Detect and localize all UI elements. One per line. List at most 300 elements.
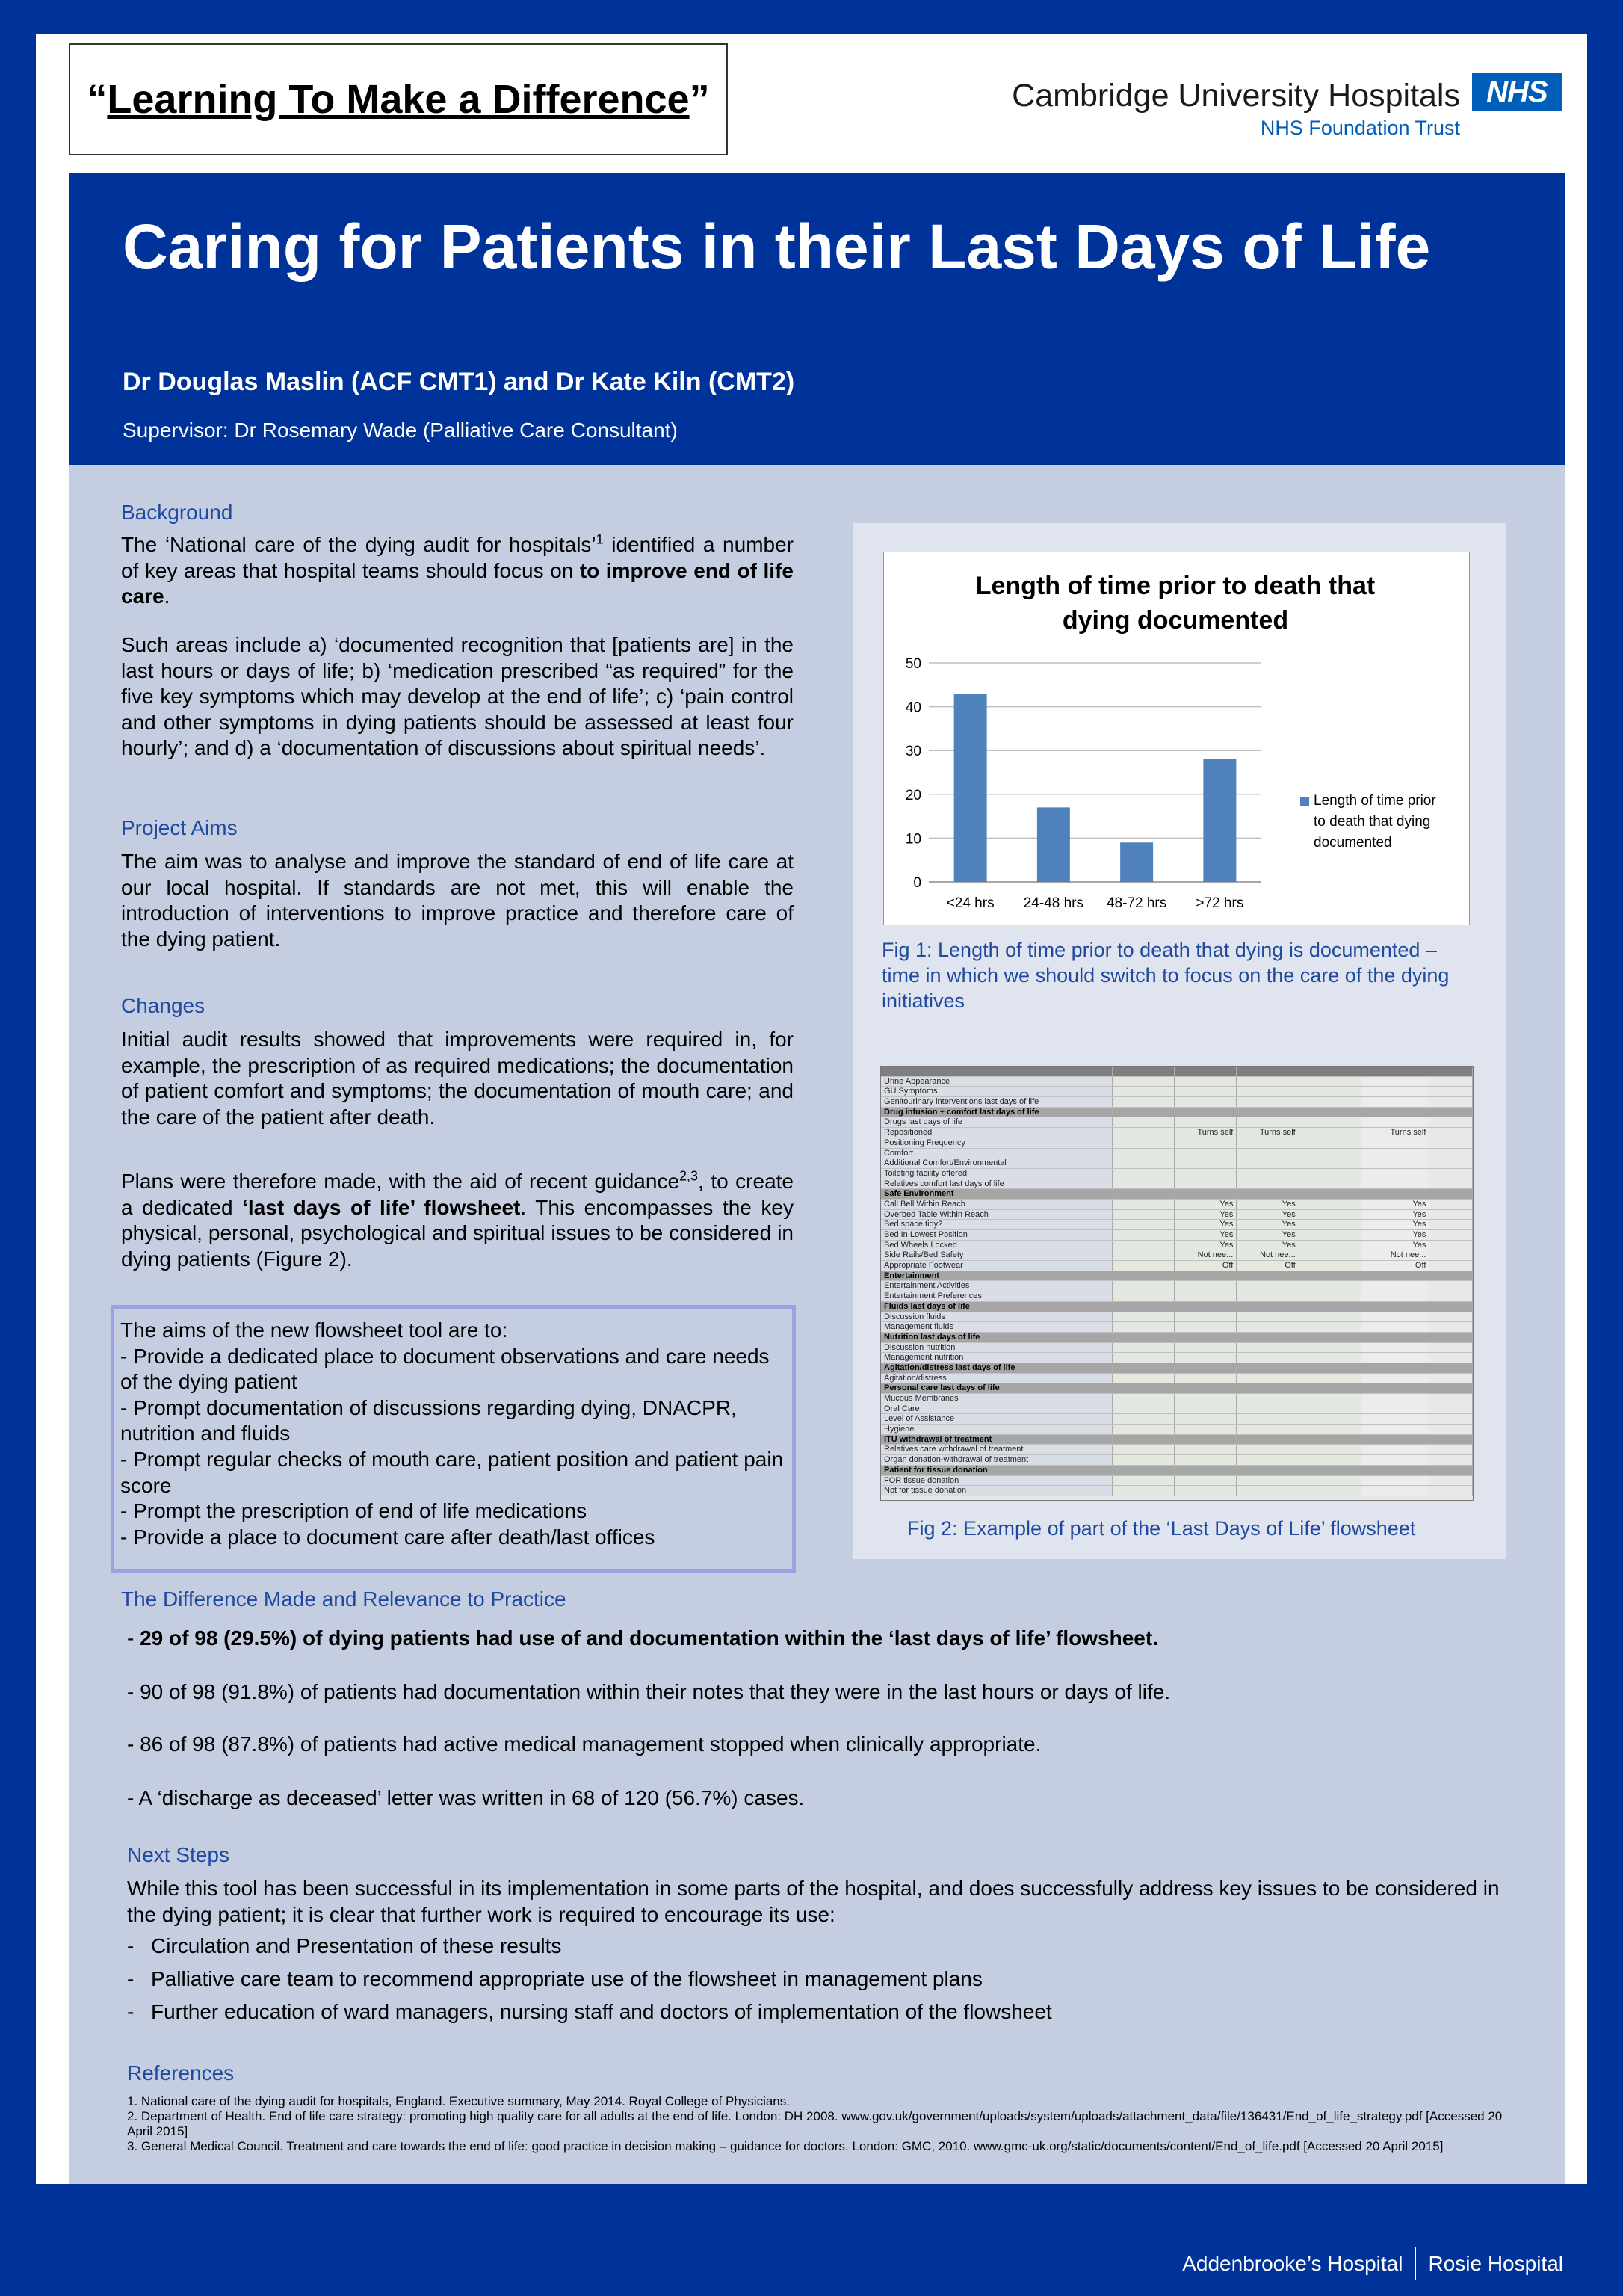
flowsheet-cell: Yes: [1361, 1210, 1429, 1220]
background-heading: Background: [121, 501, 233, 524]
flowsheet-cell: [1299, 1220, 1361, 1229]
hospital-logo: [1001, 69, 1562, 144]
flowsheet-cell: Yes: [1175, 1220, 1237, 1229]
flowsheet-cell: [1299, 1486, 1361, 1496]
flowsheet-row: [881, 1343, 1473, 1354]
flowsheet-row-label: Toileting facility offered: [881, 1169, 1113, 1179]
flowsheet-cell: [1113, 1241, 1175, 1250]
flowsheet-cell: [1429, 1097, 1473, 1107]
flowsheet-cell: [1361, 1394, 1429, 1404]
flowsheet-cell: [1113, 1149, 1175, 1158]
flowsheet-cell: [1299, 1271, 1361, 1281]
flowsheet-row-label: Side Rails/Bed Safety: [881, 1250, 1113, 1260]
flowsheet-row: [881, 1271, 1473, 1282]
flowsheet-cell: [1429, 1189, 1473, 1199]
flowsheet-cell: [1113, 1220, 1175, 1229]
flowsheet-cell: [1429, 1281, 1473, 1291]
flowsheet-cell: [1299, 1455, 1361, 1465]
flowsheet-cell: Yes: [1175, 1230, 1237, 1240]
result-1-bold: 29 of 98 (29.5%) of dying patients had use of and documentation within the ‘last days of life’ flowsheet.: [140, 1626, 1158, 1650]
bar-chart: [883, 552, 1470, 925]
flowsheet-cell: [1361, 1138, 1429, 1148]
flowsheet-cell: [1237, 1281, 1299, 1291]
flowsheet-cell: [1299, 1179, 1361, 1189]
flowsheet-aims-box: [111, 1305, 796, 1573]
flowsheet-row-label: Discussion fluids: [881, 1312, 1113, 1322]
flowsheet-row: [881, 1425, 1473, 1435]
flowsheet-row-label: ITU withdrawal of treatment: [881, 1435, 1113, 1445]
poster-title: Caring for Patients in their Last Days of Life: [123, 212, 1431, 282]
flowsheet-row-label: Mucous Membranes: [881, 1394, 1113, 1404]
flowsheet-cell: [1429, 1292, 1473, 1301]
flowsheet-cell: Turns self: [1175, 1128, 1237, 1138]
flowsheet-row: [881, 1158, 1473, 1169]
flowsheet-cell: [1429, 1108, 1473, 1117]
flowsheet-cell: [1113, 1414, 1175, 1424]
flowsheet-cell: Yes: [1361, 1230, 1429, 1240]
next-step-dash: -: [127, 1967, 135, 1990]
flowsheet-cell: [1175, 1312, 1237, 1322]
flowsheet-row: [881, 1200, 1473, 1210]
flowsheet-row: [881, 1067, 1473, 1077]
footer-hospital-2: Rosie Hospital: [1428, 2252, 1563, 2275]
flowsheet-cell: [1361, 1455, 1429, 1465]
flowsheet-cell: [1175, 1179, 1237, 1189]
flowsheet-row: [881, 1435, 1473, 1445]
flowsheet-cell: [1113, 1322, 1175, 1332]
flowsheet-row-label: Agitation/distress: [881, 1374, 1113, 1383]
flowsheet-cell: [1237, 1322, 1299, 1332]
flowsheet-cell: [1237, 1149, 1299, 1158]
flowsheet-cell: [1429, 1312, 1473, 1322]
flowsheet-cell: [1299, 1067, 1361, 1076]
flowsheet-cell: [1175, 1097, 1237, 1107]
flowsheet-cell: [1361, 1414, 1429, 1424]
flowsheet-cell: [1361, 1271, 1429, 1281]
flowsheet-cell: [1361, 1343, 1429, 1353]
flowsheet-row-label: Bed In Lowest Position: [881, 1230, 1113, 1240]
banner-box: [69, 43, 728, 155]
flowsheet-cell: [1361, 1292, 1429, 1301]
flowsheet-row-label: Relatives comfort last days of life: [881, 1179, 1113, 1189]
flowsheet-cell: [1299, 1149, 1361, 1158]
flowsheet-row-label: Entertainment Preferences: [881, 1292, 1113, 1301]
flowsheet-cell: [1299, 1189, 1361, 1199]
chart-bar: [1120, 842, 1153, 882]
flowsheet-row: [881, 1087, 1473, 1097]
flowsheet-cell: Turns self: [1361, 1128, 1429, 1138]
flowsheet-row-label: Relatives care withdrawal of treatment: [881, 1445, 1113, 1454]
next-step-text: Palliative care team to recommend appropriate use of the flowsheet in management plans: [151, 1967, 983, 1990]
flowsheet-cell: [1429, 1128, 1473, 1138]
flowsheet-cell: [1113, 1425, 1175, 1434]
flowsheet-cell: [1113, 1333, 1175, 1342]
flowsheet-row: [881, 1466, 1473, 1476]
next-step-item: [127, 2000, 1052, 2024]
flowsheet-cell: Yes: [1361, 1200, 1429, 1209]
flowsheet-cell: [1237, 1138, 1299, 1148]
flowsheet-cell: Yes: [1175, 1210, 1237, 1220]
flowsheet-cell: [1361, 1425, 1429, 1434]
flowsheet-cell: Yes: [1361, 1241, 1429, 1250]
logo-name: Cambridge University Hospitals: [1012, 78, 1460, 114]
flowsheet-cell: Yes: [1361, 1220, 1429, 1229]
flowsheet-row-label: Organ donation-withdrawal of treatment: [881, 1455, 1113, 1465]
reference-item: 1. National care of the dying audit for hospitals, England. Executive summary, May 2014. Royal College of Physicians.: [127, 2094, 790, 2108]
flowsheet-row-label: Discussion nutrition: [881, 1343, 1113, 1353]
flowsheet-cell: [1429, 1322, 1473, 1332]
flowsheet-row: [881, 1261, 1473, 1271]
banner-quote-open: “: [87, 77, 108, 122]
changes-p2-text-c: . This encompasses the key physical, personal, psychological and spiritual issues to be considered in dying patients (Figure 2).: [121, 1195, 794, 1271]
flowsheet-cell: [1361, 1322, 1429, 1332]
flowsheet-cell: [1429, 1169, 1473, 1179]
flowsheet-cell: [1429, 1271, 1473, 1281]
flowsheet-cell: [1175, 1292, 1237, 1301]
flowsheet-cell: [1175, 1108, 1237, 1117]
flowsheet-cell: [1237, 1179, 1299, 1189]
flowsheet-cell: [1429, 1179, 1473, 1189]
flowsheet-cell: [1361, 1169, 1429, 1179]
flowsheet-cell: [1175, 1435, 1237, 1445]
background-paragraph-2: Such areas include a) ‘documented recognition that [patients are] in the last hours or days of life; b) ‘medication prescribed “as required” for the five key symptoms which may develop at the end of life’; c) ‘pain control and other symptoms in dying patients should be assessed at least four hourly’; and d) a ‘documentation of discussions about spiritual needs’.: [121, 633, 794, 760]
flowsheet-cell: [1175, 1466, 1237, 1475]
flowsheet-row: [881, 1404, 1473, 1415]
flowsheet-row: [881, 1322, 1473, 1333]
flowsheet-row: [881, 1281, 1473, 1292]
flowsheet-row-label: Overbed Table Within Reach: [881, 1210, 1113, 1220]
bar-chart-svg: [884, 552, 1471, 926]
flowsheet-cell: [1175, 1087, 1237, 1096]
flowsheet-cell: [1429, 1353, 1473, 1363]
flowsheet-cell: [1299, 1200, 1361, 1209]
flowsheet-cell: Off: [1237, 1261, 1299, 1271]
flowsheet-cell: [1361, 1281, 1429, 1291]
flowsheet-cell: [1299, 1363, 1361, 1373]
footer-divider: [1415, 2247, 1416, 2280]
legend-swatch: [1300, 797, 1309, 806]
next-step-dash: -: [127, 2000, 135, 2023]
background-p1-bold: to improve end of life care: [121, 558, 794, 608]
flowsheet-cell: [1361, 1108, 1429, 1117]
flowsheet-cell: [1175, 1077, 1237, 1087]
flowsheet-row-label: Management fluids: [881, 1322, 1113, 1332]
flowsheet-row: [881, 1117, 1473, 1128]
flowsheet-cell: [1429, 1210, 1473, 1220]
flowsheet-cell: [1429, 1230, 1473, 1240]
flowsheet-row: [881, 1128, 1473, 1138]
flowsheet-cell: [1429, 1250, 1473, 1260]
flowsheet-cell: [1299, 1241, 1361, 1250]
flowsheet-cell: [1175, 1169, 1237, 1179]
aims-line: The aims of the new flowsheet tool are to:: [120, 1318, 508, 1342]
flowsheet-screenshot: [880, 1066, 1474, 1501]
next-step-item: [127, 1967, 983, 1991]
flowsheet-row: [881, 1302, 1473, 1312]
flowsheet-cell: [1361, 1333, 1429, 1342]
flowsheet-row-label: Call Bell Within Reach: [881, 1200, 1113, 1209]
chart-title: dying documented: [1062, 606, 1289, 635]
flowsheet-cell: [1361, 1445, 1429, 1454]
flowsheet-row: [881, 1169, 1473, 1179]
x-tick-label: 48-72 hrs: [1106, 895, 1167, 911]
flowsheet-cell: [1237, 1353, 1299, 1363]
flowsheet-cell: [1113, 1108, 1175, 1117]
flowsheet-cell: [1175, 1302, 1237, 1312]
flowsheet-cell: [1175, 1363, 1237, 1373]
x-tick-label: >72 hrs: [1196, 895, 1244, 911]
flowsheet-row-label: FOR tissue donation: [881, 1476, 1113, 1486]
flowsheet-cell: [1361, 1302, 1429, 1312]
flowsheet-row-label: Genitourinary interventions last days of life: [881, 1097, 1113, 1107]
flowsheet-row: [881, 1189, 1473, 1200]
flowsheet-cell: [1113, 1343, 1175, 1353]
changes-p2-bold: ‘last days of life’ flowsheet: [242, 1195, 521, 1219]
flowsheet-row-label: Personal care last days of life: [881, 1383, 1113, 1393]
flowsheet-cell: [1429, 1138, 1473, 1148]
flowsheet-cell: [1361, 1435, 1429, 1445]
reference-item: 3. General Medical Council. Treatment and care towards the end of life: good practice in decision making – guidance for doctors. London: GMC, 2010. www.gmc-uk.org/static/documents/content/End_of_life.pdf [Accessed 20 April 2015]: [127, 2139, 1444, 2153]
flowsheet-cell: [1299, 1343, 1361, 1353]
next-steps-heading: Next Steps: [127, 1843, 229, 1866]
flowsheet-cell: [1237, 1077, 1299, 1087]
flowsheet-row: [881, 1333, 1473, 1343]
flowsheet-cell: [1237, 1067, 1299, 1076]
y-tick-label: 40: [905, 700, 921, 716]
flowsheet-cell: [1429, 1241, 1473, 1250]
flowsheet-cell: [1237, 1455, 1299, 1465]
flowsheet-cell: [1429, 1149, 1473, 1158]
flowsheet-cell: [1361, 1087, 1429, 1096]
flowsheet-cell: [1237, 1302, 1299, 1312]
result-1: [127, 1626, 1158, 1650]
flowsheet-cell: [1299, 1087, 1361, 1096]
flowsheet-row: [881, 1363, 1473, 1374]
flowsheet-cell: [1175, 1322, 1237, 1332]
flowsheet-row-label: Positioning Frequency: [881, 1138, 1113, 1148]
flowsheet-cell: [1361, 1097, 1429, 1107]
flowsheet-cell: [1299, 1353, 1361, 1363]
flowsheet-row: [881, 1138, 1473, 1149]
flowsheet-cell: [1299, 1476, 1361, 1486]
flowsheet-cell: [1175, 1281, 1237, 1291]
flowsheet-cell: [1361, 1189, 1429, 1199]
changes-p2-text-a: Plans were therefore made, with the aid of recent guidance: [121, 1170, 680, 1193]
flowsheet-row-label: Bed Wheels Locked: [881, 1241, 1113, 1250]
flowsheet-cell: [1175, 1404, 1237, 1414]
x-tick-label: <24 hrs: [946, 895, 995, 911]
flowsheet-cell: [1237, 1333, 1299, 1342]
flowsheet-row-label: Patient for tissue donation: [881, 1466, 1113, 1475]
flowsheet-cell: [1237, 1189, 1299, 1199]
flowsheet-cell: [1175, 1394, 1237, 1404]
result-3: - 86 of 98 (87.8%) of patients had active medical management stopped when clinically appropriate.: [127, 1732, 1042, 1756]
flowsheet-row-label: Nutrition last days of life: [881, 1333, 1113, 1342]
difference-heading: The Difference Made and Relevance to Practice: [121, 1587, 566, 1611]
flowsheet-cell: [1429, 1077, 1473, 1087]
flowsheet-cell: [1113, 1374, 1175, 1383]
flowsheet-cell: [1175, 1189, 1237, 1199]
flowsheet-row-label: GU Symptoms: [881, 1087, 1113, 1096]
flowsheet-row: [881, 1108, 1473, 1118]
flowsheet-row: [881, 1241, 1473, 1251]
flowsheet-cell: [1299, 1374, 1361, 1383]
flowsheet-cell: [1175, 1333, 1237, 1342]
flowsheet-row-label: Oral Care: [881, 1404, 1113, 1414]
flowsheet-cell: [1299, 1414, 1361, 1424]
fig2-caption: Fig 2: Example of part of the ‘Last Days of Life’ flowsheet: [907, 1517, 1416, 1540]
next-step-text: Circulation and Presentation of these results: [151, 1934, 562, 1957]
nhs-logo-badge: NHS: [1472, 73, 1562, 111]
flowsheet-cell: [1113, 1435, 1175, 1445]
background-p1-text-c: .: [164, 584, 170, 608]
flowsheet-cell: [1237, 1383, 1299, 1393]
flowsheet-row: [881, 1292, 1473, 1302]
flowsheet-cell: [1299, 1466, 1361, 1475]
flowsheet-row-label: Level of Assistance: [881, 1414, 1113, 1424]
flowsheet-cell: [1113, 1067, 1175, 1076]
flowsheet-cell: [1175, 1455, 1237, 1465]
flowsheet-cell: [1113, 1476, 1175, 1486]
flowsheet-row: [881, 1250, 1473, 1261]
flowsheet-cell: [1175, 1425, 1237, 1434]
flowsheet-row: [881, 1210, 1473, 1220]
result-2: - 90 of 98 (91.8%) of patients had documentation within their notes that they were in the last hours or days of life.: [127, 1680, 1171, 1703]
flowsheet-cell: [1299, 1230, 1361, 1240]
changes-heading: Changes: [121, 994, 205, 1017]
flowsheet-row-label: Repositioned: [881, 1128, 1113, 1138]
chart-bar: [954, 694, 987, 882]
flowsheet-cell: [1429, 1466, 1473, 1475]
flowsheet-cell: [1299, 1292, 1361, 1301]
flowsheet-cell: [1175, 1117, 1237, 1127]
flowsheet-cell: [1299, 1322, 1361, 1332]
flowsheet-cell: [1113, 1445, 1175, 1454]
flowsheet-cell: [1361, 1476, 1429, 1486]
flowsheet-cell: [1299, 1302, 1361, 1312]
flowsheet-cell: Off: [1361, 1261, 1429, 1271]
footer-hospital-1: Addenbrooke’s Hospital: [1182, 2252, 1403, 2275]
y-tick-label: 10: [905, 831, 921, 848]
flowsheet-cell: [1429, 1343, 1473, 1353]
flowsheet-cell: [1113, 1128, 1175, 1138]
aims-line: - Prompt regular checks of mouth care, patient position and patient pain score: [120, 1447, 784, 1497]
flowsheet-cell: Yes: [1175, 1200, 1237, 1209]
flowsheet-cell: [1113, 1230, 1175, 1240]
flowsheet-cell: [1361, 1383, 1429, 1393]
flowsheet-cell: [1113, 1404, 1175, 1414]
flowsheet-cell: Not nee...: [1237, 1250, 1299, 1260]
flowsheet-row: [881, 1394, 1473, 1404]
flowsheet-row-label: Fluids last days of life: [881, 1302, 1113, 1312]
background-p1-sup: 1: [596, 531, 604, 547]
flowsheet-cell: [1175, 1383, 1237, 1393]
flowsheet-row-label: Agitation/distress last days of life: [881, 1363, 1113, 1373]
flowsheet-cell: [1299, 1210, 1361, 1220]
legend-label: Length of time prior: [1314, 793, 1436, 809]
flowsheet-cell: Yes: [1175, 1241, 1237, 1250]
flowsheet-cell: [1113, 1302, 1175, 1312]
flowsheet-cell: [1113, 1353, 1175, 1363]
flowsheet-cell: [1113, 1261, 1175, 1271]
y-tick-label: 50: [905, 656, 921, 672]
flowsheet-cell: [1429, 1363, 1473, 1373]
next-step-dash: -: [127, 1934, 135, 1957]
footer-hospitals: [1182, 2247, 1563, 2280]
flowsheet-cell: [1237, 1169, 1299, 1179]
authors: Dr Douglas Maslin (ACF CMT1) and Dr Kate Kiln (CMT2): [123, 368, 795, 396]
flowsheet-row-label: Bed space tidy?: [881, 1220, 1113, 1229]
flowsheet-row: [881, 1220, 1473, 1230]
flowsheet-cell: Yes: [1237, 1200, 1299, 1209]
flowsheet-cell: [1299, 1077, 1361, 1087]
flowsheet-cell: [1113, 1250, 1175, 1260]
flowsheet-cell: [1113, 1271, 1175, 1281]
chart-bar: [1203, 759, 1236, 882]
chart-bar: [1037, 807, 1070, 882]
flowsheet-row: [881, 1077, 1473, 1087]
flowsheet-cell: [1429, 1087, 1473, 1096]
flowsheet-cell: [1237, 1108, 1299, 1117]
flowsheet-cell: [1113, 1117, 1175, 1127]
flowsheet-cell: [1237, 1271, 1299, 1281]
flowsheet-cell: [1429, 1404, 1473, 1414]
y-tick-label: 0: [913, 875, 921, 891]
flowsheet-row: [881, 1230, 1473, 1241]
flowsheet-cell: [1113, 1455, 1175, 1465]
flowsheet-cell: [1299, 1333, 1361, 1342]
flowsheet-cell: [1429, 1425, 1473, 1434]
flowsheet-cell: [1429, 1261, 1473, 1271]
flowsheet-cell: [1175, 1353, 1237, 1363]
flowsheet-cell: [1113, 1312, 1175, 1322]
flowsheet-cell: Yes: [1237, 1241, 1299, 1250]
fig1-caption: Fig 1: Length of time prior to death that dying is documented – time in which we should switch to focus on the care of the dying initiatives: [882, 939, 1450, 1012]
flowsheet-cell: [1429, 1394, 1473, 1404]
flowsheet-row: [881, 1445, 1473, 1455]
flowsheet-cell: [1361, 1312, 1429, 1322]
result-1-prefix: -: [127, 1626, 140, 1650]
flowsheet-row: [881, 1486, 1473, 1496]
flowsheet-cell: [1429, 1414, 1473, 1424]
flowsheet-row-label: Additional Comfort/Environmental: [881, 1158, 1113, 1168]
flowsheet-cell: [1237, 1312, 1299, 1322]
flowsheet-cell: [1429, 1445, 1473, 1454]
flowsheet-cell: [1299, 1383, 1361, 1393]
flowsheet-row: [881, 1383, 1473, 1394]
flowsheet-cell: Yes: [1237, 1220, 1299, 1229]
flowsheet-cell: [1299, 1312, 1361, 1322]
next-steps-intro: While this tool has been successful in its implementation in some parts of the hospital, and does successfully address key issues to be considered in the dying patient; it is clear that further work is required to encourage its use:: [127, 1877, 1500, 1926]
flowsheet-cell: [1299, 1445, 1361, 1454]
flowsheet-cell: [1175, 1271, 1237, 1281]
flowsheet-cell: [1361, 1404, 1429, 1414]
changes-paragraph-1: Initial audit results showed that improvements were required in, for example, the prescription of as required medications; the documentation of patient comfort and symptoms; the documentation of mouth care; and the care of the patient after death.: [121, 1028, 794, 1129]
result-4: - A ‘discharge as deceased’ letter was written in 68 of 120 (56.7%) cases.: [127, 1786, 805, 1809]
flowsheet-cell: [1361, 1486, 1429, 1496]
flowsheet-cell: [1175, 1476, 1237, 1486]
background-p1-text-a: The ‘National care of the dying audit for hospitals’: [121, 533, 596, 556]
flowsheet-cell: Off: [1175, 1261, 1237, 1271]
flowsheet-cell: [1113, 1486, 1175, 1496]
flowsheet-cell: [1113, 1087, 1175, 1096]
flowsheet-cell: [1237, 1404, 1299, 1414]
flowsheet-cell: [1175, 1149, 1237, 1158]
flowsheet-cell: [1237, 1486, 1299, 1496]
aims-line: - Provide a dedicated place to document observations and care needs of the dying patient: [120, 1344, 770, 1394]
flowsheet-cell: [1237, 1363, 1299, 1373]
flowsheet-cell: [1237, 1435, 1299, 1445]
